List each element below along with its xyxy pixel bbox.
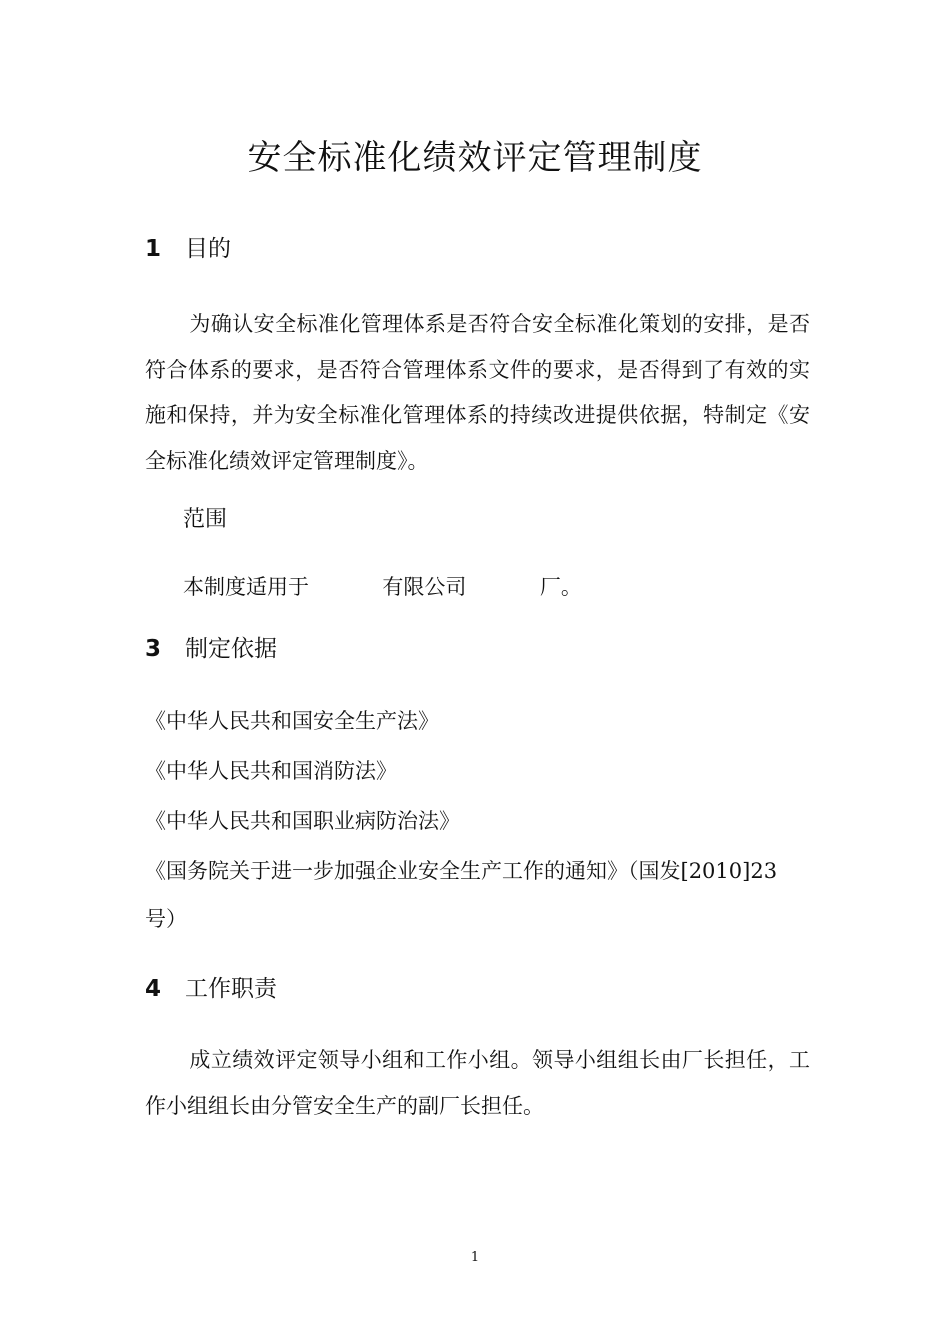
section-title: 工作职责 [185,976,277,1002]
section-basis-heading [145,632,277,666]
basis-item: 《国务院关于进一步加强企业安全生产工作的通知》（国发[2010]23 [145,859,778,883]
basis-item: 号） [145,907,187,931]
section-title: 制定依据 [185,636,277,662]
section-scope-text: 本制度适用于 有限公司 厂。 [183,575,582,599]
paragraph-text: 成立绩效评定领导小组和工作小组。领导小组组长由厂长担任，工作小组组长由分管安全生产的副厂长担任。 [145,1048,810,1118]
section-scope-heading: 范围 [183,507,228,532]
document-title: 安全标准化绩效评定管理制度 [247,138,703,178]
section-purpose-heading [145,232,231,266]
basis-item: 《中华人民共和国安全生产法》 [145,709,439,733]
page-number: 1 [470,1250,480,1265]
section-duties-heading [145,972,277,1006]
section-title: 目的 [185,236,231,262]
section-number: 3 [145,636,162,662]
basis-item: 《中华人民共和国消防法》 [145,759,397,783]
section-purpose-paragraph [145,302,810,484]
section-number: 4 [145,976,162,1002]
basis-item: 《中华人民共和国职业病防治法》 [145,809,460,833]
section-number: 1 [145,236,162,262]
section-duties-paragraph [145,1038,810,1129]
paragraph-text: 为确认安全标准化管理体系是否符合安全标准化策划的安排，是否符合体系的要求，是否符合管理体系文件的要求，是否得到了有效的实施和保持，并为安全标准化管理体系的持续改进提供依据，特制定《安全标准化绩效评定管理制度》。 [145,312,810,473]
